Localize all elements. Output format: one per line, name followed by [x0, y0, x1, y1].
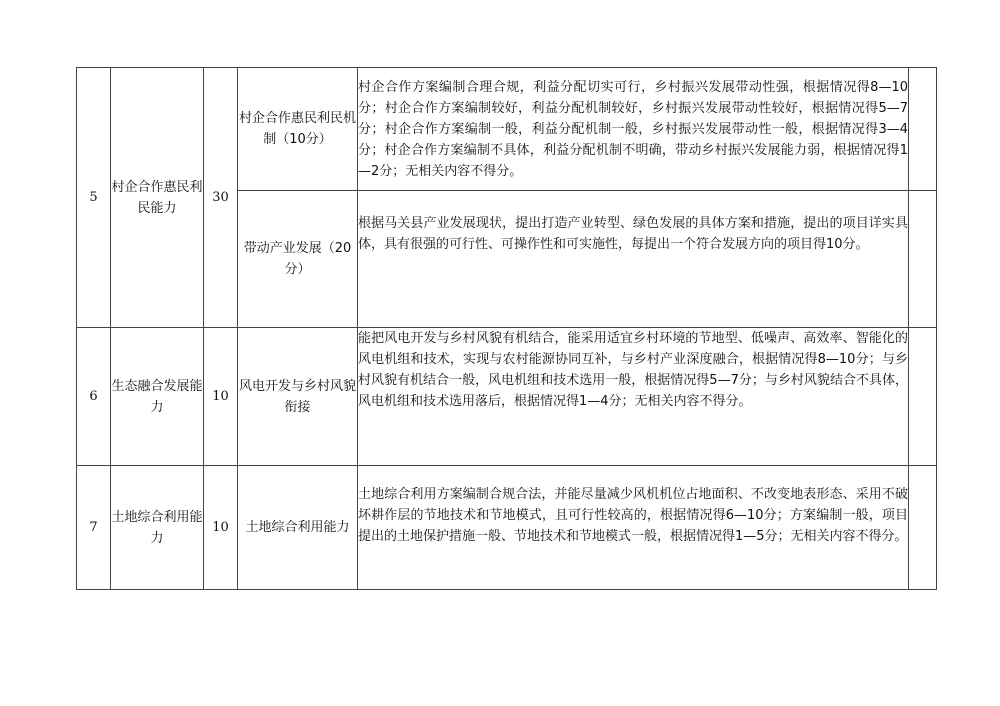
sub-item: 风电开发与乡村风貌衔接 — [238, 328, 358, 466]
sub-item: 带动产业发展（20分） — [238, 191, 358, 328]
scoring-criteria: 能把风电开发与乡村风貌有机结合，能采用适宜乡村环境的节地型、低噪声、高效率、智能化的风电机组和技术，实现与农村能源协同互补，与乡村产业深度融合，根据情况得8—10分；与乡村风貌有机结合一般，风电机组和技术选用一般，根据情况得5—7分；与乡村风貌结合不具体，风电机组和技术选用落后，根据情况得1—4分；无相关内容不得分。 — [358, 328, 909, 466]
evaluation-item: 土地综合利用能力 — [111, 466, 204, 590]
scoring-criteria: 村企合作方案编制合理合规，利益分配切实可行，乡村振兴发展带动性强，根据情况得8—10分；村企合作方案编制较好，利益分配机制较好，乡村振兴发展带动性较好，根据情况得5—7分；村企合作方案编制一般，利益分配机制一般，乡村振兴发展带动性一般，根据情况得3—4分；村企合作方案编制不具体，利益分配机制不明确，带动乡村振兴发展能力弱，根据情况得1—2分；无相关内容不得分。 — [358, 68, 909, 191]
row-number: 5 — [77, 68, 111, 328]
evaluation-item: 生态融合发展能力 — [111, 328, 204, 466]
table-row-6 — [77, 328, 937, 466]
table-row-7 — [77, 466, 937, 590]
scoring-criteria: 土地综合利用方案编制合规合法，并能尽量减少风机机位占地面积、不改变地表形态、采用不破坏耕作层的节地技术和节地模式，且可行性较高的，根据情况得6—10分；方案编制一般，项目提出的土地保护措施一般、节地技术和节地模式一般，根据情况得1—5分；无相关内容不得分。 — [358, 466, 909, 590]
sub-item: 土地综合利用能力 — [238, 466, 358, 590]
row-number: 6 — [77, 328, 111, 466]
scoring-table — [76, 67, 937, 590]
evaluation-item: 村企合作惠民利民能力 — [111, 68, 204, 328]
row-number: 7 — [77, 466, 111, 590]
score-total: 10 — [204, 328, 238, 466]
score-total: 10 — [204, 466, 238, 590]
blank-cell — [909, 68, 937, 191]
table-row-5a — [77, 68, 937, 191]
sub-item: 村企合作惠民利民机制（10分） — [238, 68, 358, 191]
blank-cell — [909, 466, 937, 590]
blank-cell — [909, 191, 937, 328]
scoring-criteria: 根据马关县产业发展现状，提出打造产业转型、绿色发展的具体方案和措施，提出的项目详实具体，具有很强的可行性、可操作性和可实施性，每提出一个符合发展方向的项目得10分。 — [358, 191, 909, 328]
score-total: 30 — [204, 68, 238, 328]
blank-cell — [909, 328, 937, 466]
